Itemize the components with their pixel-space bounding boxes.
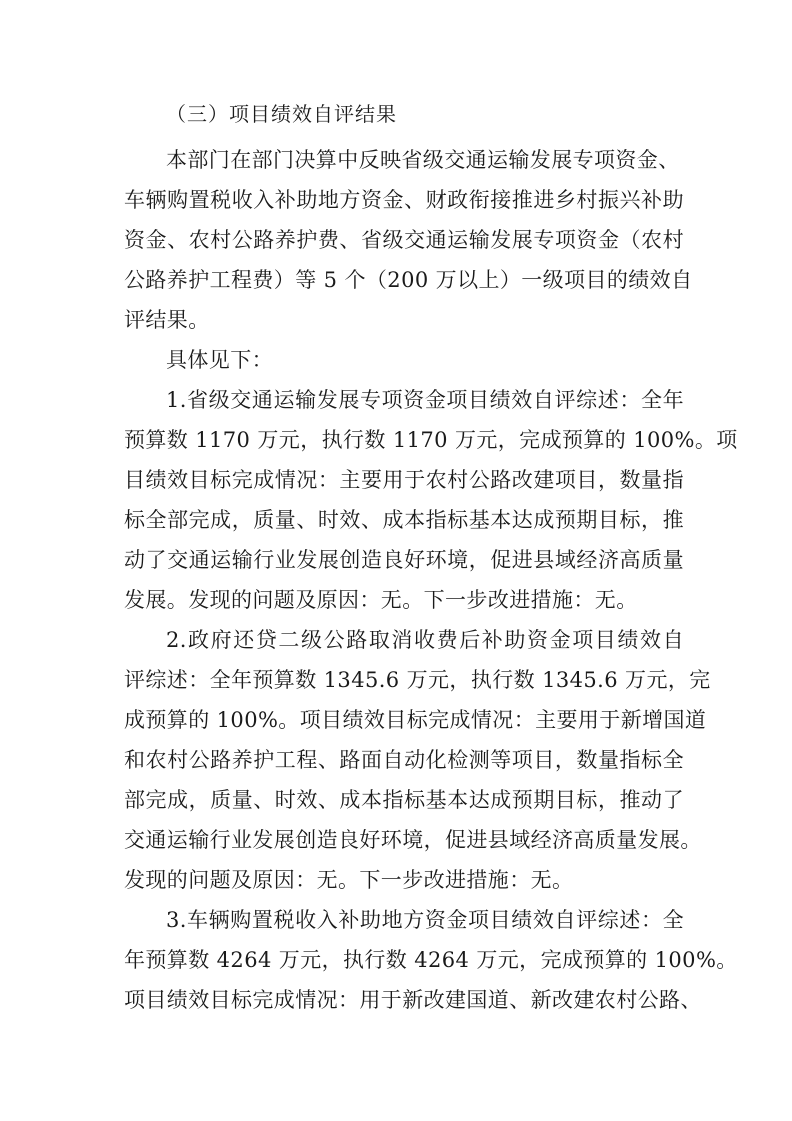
item1-line-5: 动了交通运输行业发展创造良好环境，促进县域经济高质量 [124,548,684,572]
details-label: 具体见下： [166,348,273,372]
item2-line-5: 部完成，质量、时效、成本指标基本达成预期目标，推动了 [124,788,684,812]
intro-line-3: 资金、农村公路养护费、省级交通运输发展专项资金（农村 [124,228,684,252]
item2-line-6: 交通运输行业发展创造良好环境，促进县域经济高质量发展。 [124,828,702,852]
item1-line-2: 预算数 1170 万元，执行数 1170 万元，完成预算的 100%。项 [124,428,738,452]
item3-line-2: 年预算数 4264 万元，执行数 4264 万元，完成预算的 100%。 [124,948,738,972]
item3-line-1: 3.车辆购置税收入补助地方资金项目绩效自评综述：全 [166,908,684,932]
intro-line-1: 本部门在部门决算中反映省级交通运输发展专项资金、 [166,148,680,172]
intro-line-5: 评结果。 [124,308,210,332]
item2-line-1: 2.政府还贷二级公路取消收费后补助资金项目绩效自 [166,628,684,652]
item1-line-3: 目绩效目标完成情况：主要用于农村公路改建项目，数量指 [124,468,684,492]
item2-line-4: 和农村公路养护工程、路面自动化检测等项目，数量指标全 [124,748,684,772]
item1-line-6: 发展。发现的问题及原因：无。下一步改进措施：无。 [124,588,638,612]
item2-line-3: 成预算的 100%。项目绩效目标完成情况：主要用于新增国道 [124,708,707,732]
item3-line-3: 项目绩效目标完成情况：用于新改建国道、新改建农村公路、 [124,988,702,1012]
item2-line-2: 评综述：全年预算数 1345.6 万元，执行数 1345.6 万元，完 [124,668,711,692]
section-heading: （三）项目绩效自评结果 [166,102,397,126]
intro-line-4: 公路养护工程费）等 5 个（200 万以上）一级项目的绩效自 [124,268,693,292]
intro-line-2: 车辆购置税收入补助地方资金、财政衔接推进乡村振兴补助 [124,188,684,212]
item2-line-7: 发现的问题及原因：无。下一步改进措施：无。 [124,868,574,892]
item1-line-4: 标全部完成，质量、时效、成本指标基本达成预期目标，推 [124,508,684,532]
item1-line-1: 1.省级交通运输发展专项资金项目绩效自评综述：全年 [166,388,684,412]
